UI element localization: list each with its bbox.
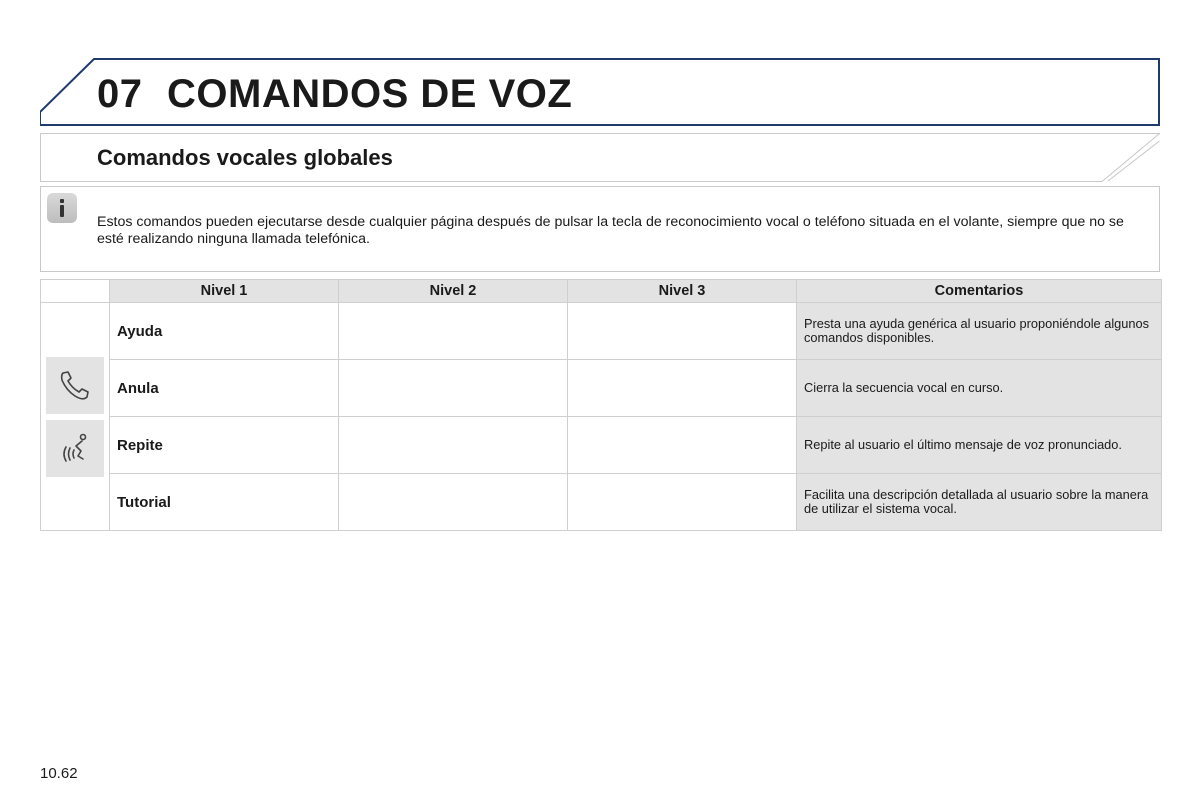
page-number: 10.62 — [40, 765, 78, 782]
level-3-cell — [568, 303, 797, 360]
header-level-3: Nivel 3 — [568, 280, 797, 303]
section-title: Comandos vocales globales — [97, 145, 393, 170]
voice-recognition-icon — [46, 420, 104, 477]
table-row — [41, 303, 1162, 360]
info-icon — [47, 193, 77, 223]
comment-cell: Presta una ayuda genérica al usuario proponiéndole algunos comandos disponibles. — [797, 303, 1162, 360]
icon-column — [41, 303, 110, 531]
command-cell: Ayuda — [110, 303, 339, 360]
table-row — [41, 474, 1162, 531]
level-3-cell — [568, 417, 797, 474]
table-row — [41, 360, 1162, 417]
level-2-cell — [339, 417, 568, 474]
level-2-cell — [339, 474, 568, 531]
header-level-1: Nivel 1 — [110, 280, 339, 303]
comment-cell: Facilita una descripción detallada al usuario sobre la manera de utilizar el sistema vocal. — [797, 474, 1162, 531]
header-corner — [41, 280, 110, 303]
command-cell: Tutorial — [110, 474, 339, 531]
comment-cell: Repite al usuario el último mensaje de voz pronunciado. — [797, 417, 1162, 474]
level-2-cell — [339, 303, 568, 360]
section-band — [40, 133, 1160, 182]
table-row — [41, 417, 1162, 474]
phone-icon — [46, 357, 104, 414]
table-header-row — [41, 280, 1162, 303]
level-2-cell — [339, 360, 568, 417]
level-3-cell — [568, 360, 797, 417]
header-level-2: Nivel 2 — [339, 280, 568, 303]
chapter-title: COMANDOS DE VOZ — [167, 72, 573, 116]
command-cell: Anula — [110, 360, 339, 417]
info-box — [40, 186, 1160, 272]
commands-table — [40, 279, 1162, 531]
comment-cell: Cierra la secuencia vocal en curso. — [797, 360, 1162, 417]
command-cell: Repite — [110, 417, 339, 474]
level-3-cell — [568, 474, 797, 531]
info-text: Estos comandos pueden ejecutarse desde cualquier página después de pulsar la tecla de reconocimiento vocal o teléfono situada en el volante, siempre que no se esté realizando ninguna llamada telefónica. — [97, 214, 1124, 247]
header-comments: Comentarios — [797, 280, 1162, 303]
chapter-header — [40, 58, 1160, 126]
chapter-number: 07 — [97, 72, 143, 116]
